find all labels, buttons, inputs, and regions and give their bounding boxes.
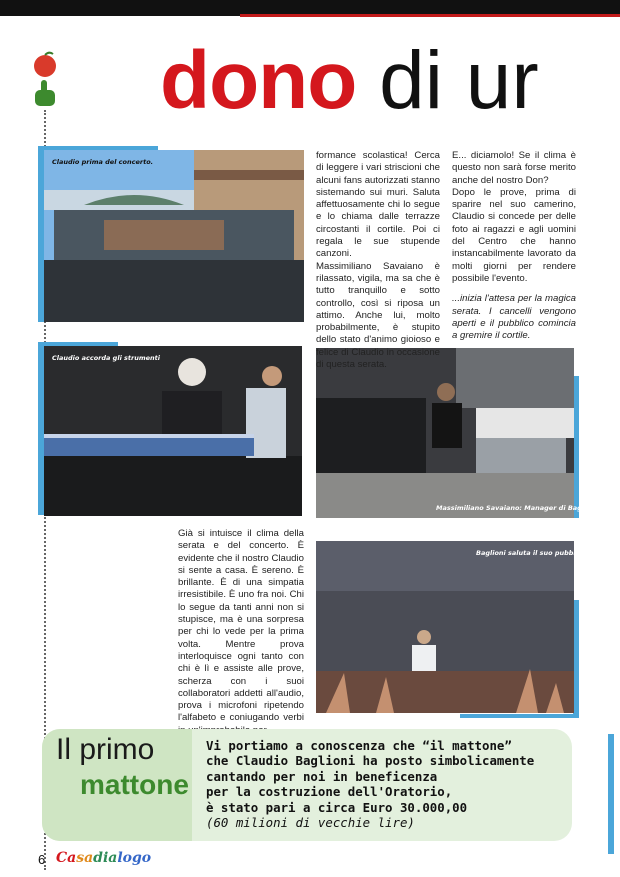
article-column-3 [178,528,304,737]
box-line: per la costruzione dell'Oratorio, [206,784,453,800]
article-paragraph: Massimiliano Savaiano è rilassato, vigila, ma sa che è tutto tranquillo e sotto controllo, così si riposa un attimo. Anche lui, molto probabilmente, è stupito dello stato d'animo gioioso e felice di Claudio in occasione di questa serata. [316,260,440,371]
article-column-2 [452,150,576,342]
article-column-1 [316,150,440,371]
box-line: che Claudio Baglioni ha posto simbolicamente [206,753,535,769]
article-paragraph: E... diciamolo! Se il clima è questo non sarà forse merito anche del nostro Don? [452,150,576,186]
article-paragraph: Dopo le prove, prima di sparire nel suo camerino, Claudio si concede per delle foto ai ragazzi e agli uomini del Centro che hanno instancabilmente lavorato da molti giorni per rendere possibile l'evento. [452,186,576,284]
title-word-di: di ur [379,35,539,126]
photo-audience [316,541,587,713]
box-text [206,738,566,830]
photo-concert-stage [44,150,304,322]
article-paragraph: formance scolastica! Cerca di leggere i vari striscioni che alcuni fans autorizzati stanno sistemando sui muri. Saluta affettuosamente chi lo segue e lo chiama dalle terrazze circostanti il cortile. Poi ci regala le sue stupende canzoni. [316,150,440,260]
accent-bar [460,714,579,718]
caption-manager: Massimiliano Savaiano: Manager di Baglioni [436,504,598,512]
caption-audience: Baglioni saluta il suo pubblico [476,549,587,557]
page-title [160,36,539,126]
photo-instruments [44,346,302,516]
page-number: 6 [38,852,46,867]
magazine-logo: Casadialogo [56,850,152,866]
caption-concert-stage: Claudio prima del concerto. [52,158,154,166]
title-word-dono: dono [160,35,357,126]
apple-hand-icon [30,52,60,110]
right-edge-accent [608,734,614,854]
top-red-rule [240,14,620,17]
caption-instruments: Claudio accorda gli strumenti [52,354,161,362]
box-line: cantando per noi in beneficenza [206,768,438,784]
box-heading-primo: Il primo [56,733,155,766]
box-line: (60 milioni di vecchie lire) [206,815,415,831]
box-line: è stato pari a circa Euro 30.000,00 [206,799,468,815]
box-heading-mattone: mattone [80,769,189,800]
box-line: Vi portiamo a conoscenza che “il mattone” [206,738,512,753]
photo-manager [316,348,598,518]
article-paragraph: Già si intuisce il clima della serata e del concerto. È evidente che il nostro Claudio si sente a casa. È sereno. È brillante. È di una simpatia irresistibile. È uno fra noi. Chi lo segue da tanti anni non si stupisce, ma è una sorpresa per chi lo vede per la prima volta. Mentre prova interloquisce ogni tanto con chi è lì e assiste alle prove, scherza con i suoi collaboratori addetti all'audio, prova i microfoni ripetendo l'alfabeto e coniugando verbi [178,528,304,724]
article-paragraph-italic: ...inizia l'attesa per la magica serata. I cancelli vengono aperti e il pubblico comincia a gremire il cortile. [452,293,576,342]
